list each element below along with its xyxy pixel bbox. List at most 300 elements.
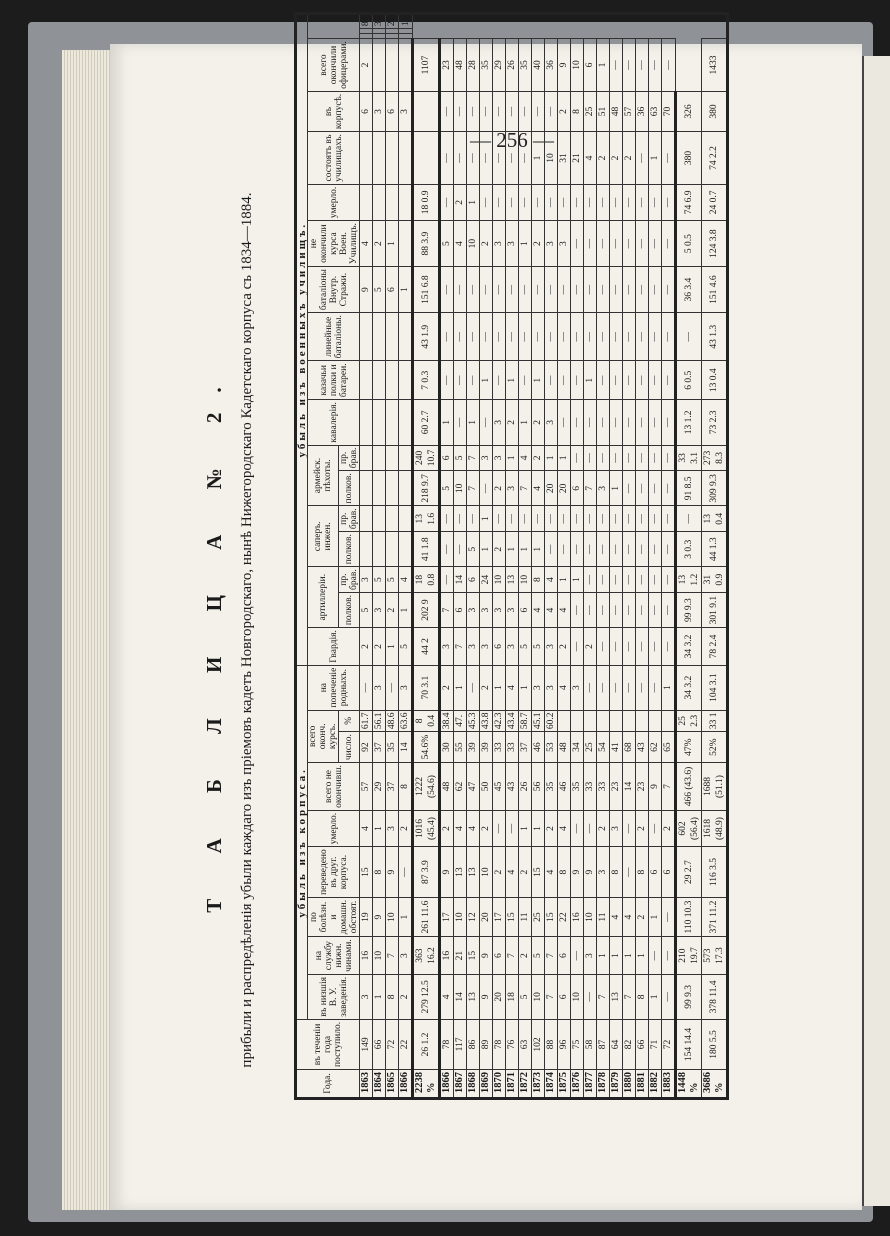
table-cell: 2 (480, 221, 493, 267)
table-cell: 13 0.4 (702, 506, 728, 532)
table-cell: 2 (558, 628, 571, 666)
header-corps-col: умерло. (308, 810, 360, 846)
table-cell: 3 (480, 592, 493, 627)
table-cell: 5 (532, 937, 545, 975)
table-cell: 61.7 (360, 710, 373, 732)
table-cell: — (584, 810, 597, 846)
row-label: 1882 (649, 1070, 662, 1099)
table-cell: 7 (506, 937, 519, 975)
table-cell: — (506, 313, 519, 361)
table-cell: 91 8.5 (676, 471, 702, 506)
table-row (558, 13, 571, 1098)
table-cell: 10 (519, 567, 532, 593)
table-cell: 23 (440, 39, 454, 92)
table-cell: 4 (584, 132, 597, 185)
row-label: 1879 (610, 1070, 623, 1099)
table-cell: 42.3 (493, 710, 506, 732)
row-label: 1864 (373, 1070, 386, 1099)
table-cell: 48 (440, 763, 454, 811)
table-cell: 3 (545, 628, 558, 666)
table-cell: 3 (467, 628, 480, 666)
table-cell: — (584, 506, 597, 532)
table-cell: 8 (399, 763, 413, 811)
table-cell: 21 (454, 937, 467, 975)
table-cell: 10 (480, 847, 493, 898)
table-cell: — (623, 445, 636, 471)
table-cell (399, 34, 413, 39)
table-cell: 6 (649, 847, 662, 898)
header-garrison: баталіоны Внутр. Стражи. (308, 267, 360, 313)
table-cell (373, 132, 386, 185)
table-cell: 1 (506, 361, 519, 400)
table-cell: 24 (480, 567, 493, 593)
table-cell: — (506, 810, 519, 846)
header-finished-count: число. (339, 732, 360, 763)
table-cell: — (636, 313, 649, 361)
table-cell: 3 (493, 445, 506, 471)
table-cell: 25 (584, 732, 597, 763)
table-cell: 11 (597, 897, 610, 936)
table-cell: 2 (584, 628, 597, 666)
table-cell (360, 34, 373, 39)
table-cell (399, 471, 413, 506)
table-cell: — (584, 567, 597, 593)
table-cell: 48 (610, 91, 623, 131)
header-artillery: артиллеріи. (308, 567, 339, 628)
table-cell: 5 (386, 567, 399, 593)
table-cell: 23 (610, 763, 623, 811)
table-cell: 48 (454, 39, 467, 92)
table-cell: — (558, 184, 571, 220)
table-cell: 1 (532, 361, 545, 400)
table-cell: 25 (584, 91, 597, 131)
table-cell: — (662, 471, 676, 506)
table-cell: 301 9.1 (702, 592, 728, 627)
table-cell: 15 (545, 897, 558, 936)
table-cell: — (597, 532, 610, 567)
table-cell: 326 (676, 91, 702, 131)
next-page-edge (862, 56, 890, 1206)
table-cell: 24 0.7 (702, 184, 728, 220)
table-cell: 20 (545, 471, 558, 506)
table-cell: 1 (532, 810, 545, 846)
table-cell: 4 (399, 567, 413, 593)
table-cell (386, 445, 399, 471)
table-cell: 3 (584, 937, 597, 975)
table-row (610, 13, 623, 1098)
row-label: 1867 (454, 1070, 467, 1099)
table-cell: 7 (584, 471, 597, 506)
table-cell (360, 445, 373, 471)
table-cell: — (662, 897, 676, 936)
table-cell: 87 (597, 1019, 610, 1069)
table-cell: — (649, 937, 662, 975)
table-cell: 6 (493, 628, 506, 666)
table-cell: 6 (386, 91, 399, 131)
row-label: 1448 % (676, 1070, 702, 1099)
table-cell: — (597, 628, 610, 666)
table-cell: 1 (454, 665, 467, 710)
table-cell: 466 (43.6) (676, 763, 702, 811)
table-cell: — (610, 221, 623, 267)
table-cell: 8 (373, 847, 386, 898)
table-cell: 43 1.3 (702, 313, 728, 361)
table-cell: 50 (480, 763, 493, 811)
table-cell: 1 (399, 592, 413, 627)
table-cell: — (584, 221, 597, 267)
table-cell: 2 (623, 132, 636, 185)
table-cell: — (558, 361, 571, 400)
table-cell: — (519, 361, 532, 400)
table-cell (360, 29, 373, 34)
table-cell: 1 (636, 937, 649, 975)
table-cell (571, 710, 584, 732)
table-cell: 6 (386, 267, 399, 313)
table-cell: — (610, 184, 623, 220)
data-table (294, 12, 729, 1100)
header-corps-col: въ низшія В. У. заведенія. (308, 974, 360, 1019)
table-cell: 8 0.4 (413, 710, 440, 732)
table-cell: 2 (440, 665, 454, 710)
table-cell: 3 (467, 592, 480, 627)
table-cell: — (571, 361, 584, 400)
table-row (545, 13, 558, 1098)
table-cell: — (584, 665, 597, 710)
table-cell: — (532, 506, 545, 532)
table-cell: 70 3.1 (413, 665, 440, 710)
table-cell: — (467, 361, 480, 400)
table-cell: 2 (399, 810, 413, 846)
table-cell: 4 (506, 665, 519, 710)
table-cell: 12 (467, 897, 480, 936)
table-cell: 29 2.7 (676, 847, 702, 898)
table-cell: — (440, 267, 454, 313)
table-cell: — (545, 184, 558, 220)
table-cell: 3 (493, 221, 506, 267)
table-cell: 14 (399, 732, 413, 763)
table-cell: — (662, 628, 676, 666)
table-cell (399, 132, 413, 185)
table-cell: 63.6 (399, 710, 413, 732)
table-cell: — (532, 91, 545, 131)
table-cell: — (545, 313, 558, 361)
table-cell: 3 (545, 665, 558, 710)
table-cell: 34 3.2 (676, 665, 702, 710)
table-cell (399, 445, 413, 471)
table-cell (386, 39, 399, 92)
table-cell: 218 9.7 (413, 471, 440, 506)
table-cell: — (676, 506, 702, 532)
table-cell: — (584, 974, 597, 1019)
table-cell: — (597, 221, 610, 267)
table-cell: 7 (662, 763, 676, 811)
table-cell: 16 (571, 897, 584, 936)
table-cell (360, 132, 373, 185)
table-cell: 261 11.6 (413, 897, 440, 936)
table-cell: — (467, 91, 480, 131)
table-cell: — (597, 506, 610, 532)
table-cell: 3 (610, 810, 623, 846)
table-cell: — (610, 506, 623, 532)
table-cell: 2 (399, 974, 413, 1019)
table-cell: 7 (467, 445, 480, 471)
table-cell: 56.1 (373, 710, 386, 732)
table-row (597, 13, 610, 1098)
table-cell: 78 2.4 (702, 628, 728, 666)
table-cell: 1618 (48.9) (702, 810, 728, 846)
table-cell: 43 (636, 732, 649, 763)
table-cell: 1 (558, 567, 571, 593)
table-cell: 4 (545, 592, 558, 627)
table-cell: — (558, 532, 571, 567)
table-cell: 4 (454, 221, 467, 267)
table-cell: 1 (399, 267, 413, 313)
table-cell: — (519, 184, 532, 220)
table-cell (360, 471, 373, 506)
table-cell: 2 (493, 532, 506, 567)
table-cell: 2 (545, 810, 558, 846)
table-cell: 1 (545, 445, 558, 471)
table-cell: 58.7 (519, 710, 532, 732)
row-label: 1874 (545, 1070, 558, 1099)
table-cell: — (571, 221, 584, 267)
table-cell: — (636, 267, 649, 313)
table-cell: 11 (399, 13, 413, 29)
table-cell: — (636, 506, 649, 532)
table-cell: 33 (597, 763, 610, 811)
table-cell: 6 (558, 974, 571, 1019)
table-cell: — (584, 592, 597, 627)
table-cell: 363 16.2 (413, 937, 440, 975)
table-cell: 3 (532, 665, 545, 710)
table-cell (360, 313, 373, 361)
table-cell: 1 (597, 39, 610, 92)
table-cell: 30 (440, 732, 454, 763)
table-cell: 2 (440, 810, 454, 846)
table-cell (399, 400, 413, 445)
table-cell: — (662, 361, 676, 400)
table-row (506, 13, 519, 1098)
table-cell: 7 (440, 592, 454, 627)
table-row (360, 13, 373, 1098)
table-cell: 1016 (45.4) (413, 810, 440, 846)
table-cell (413, 132, 440, 185)
table-cell: — (480, 313, 493, 361)
table-cell: 1 (649, 897, 662, 936)
table-row (386, 13, 399, 1098)
table-cell: 55 (454, 732, 467, 763)
table-cell: 4 (467, 810, 480, 846)
table-cell: 151 6.8 (413, 267, 440, 313)
table-cell: 25 2.3 (676, 710, 702, 732)
table-cell: — (493, 810, 506, 846)
table-cell: 573 17.3 (702, 937, 728, 975)
table-cell: — (662, 184, 676, 220)
header-sub: пр. брав. (339, 445, 360, 471)
table-cell: 51 (597, 91, 610, 131)
table-row (440, 13, 454, 1098)
header-sub: полков. (339, 592, 360, 627)
table-cell: — (506, 506, 519, 532)
table-cell: — (493, 267, 506, 313)
table-cell: 20 (558, 471, 571, 506)
table-cell: 1 (373, 974, 386, 1019)
table-cell: 6 (493, 937, 506, 975)
table-row (623, 13, 636, 1098)
table-cell: 2 (662, 810, 676, 846)
header-year: Года. (296, 1070, 360, 1099)
table-cell: — (623, 810, 636, 846)
table-cell: — (519, 91, 532, 131)
table-cell (584, 710, 597, 732)
table-cell: 7 (467, 471, 480, 506)
table-cell: 1 (519, 665, 532, 710)
table-cell: 14 (454, 567, 467, 593)
table-cell: 1 (519, 221, 532, 267)
table-cell: 57 (623, 91, 636, 131)
header-sub: пр. брав. (339, 506, 360, 532)
table-cell: 86 (467, 1019, 480, 1069)
table-cell: — (558, 506, 571, 532)
table-cell: 35 (545, 763, 558, 811)
table-cell: 3 (597, 847, 610, 898)
table-cell: 2 (597, 810, 610, 846)
table-cell: — (662, 313, 676, 361)
table-cell: 76 (506, 1019, 519, 1069)
table-cell: 35 (480, 39, 493, 92)
row-label: 1876 (571, 1070, 584, 1099)
table-cell: — (558, 313, 571, 361)
table-cell (386, 132, 399, 185)
table-cell: 52% (702, 732, 728, 763)
table-cell: — (636, 400, 649, 445)
table-cell: 63 (649, 91, 662, 131)
table-cell: 1 (610, 471, 623, 506)
table-cell: 13 1.6 (413, 506, 440, 532)
table-cell: 71 (649, 1019, 662, 1069)
table-cell: — (623, 665, 636, 710)
table-cell: — (480, 132, 493, 185)
table-cell: — (506, 132, 519, 185)
table-cell: 13 (467, 847, 480, 898)
table-cell: — (493, 361, 506, 400)
table-cell: 1 (493, 665, 506, 710)
table-cell: — (623, 39, 636, 92)
table-cell: — (519, 132, 532, 185)
table-cell: 23 (636, 763, 649, 811)
table-cell: — (571, 267, 584, 313)
table-cell: 28 (467, 39, 480, 92)
header-sub: полков. (339, 471, 360, 506)
table-cell: 116 3.5 (702, 847, 728, 898)
table-cell: — (440, 132, 454, 185)
table-cell: — (584, 184, 597, 220)
table-cell: 3 (597, 471, 610, 506)
table-cell: — (506, 184, 519, 220)
table-cell: 5 (532, 628, 545, 666)
table-cell (373, 506, 386, 532)
table-cell: — (610, 592, 623, 627)
table-cell: 380 (702, 91, 728, 131)
table-cell: 43 (506, 763, 519, 811)
header-corps-col: на службу нижн. чинами. (308, 937, 360, 975)
table-cell (623, 710, 636, 732)
table-cell: 1 (623, 937, 636, 975)
table-cell: 37 (386, 763, 399, 811)
table-cell: 1 (467, 184, 480, 220)
table-cell: 9 (584, 847, 597, 898)
table-cell: 16 (360, 937, 373, 975)
table-cell: 10 (454, 897, 467, 936)
table-cell (386, 471, 399, 506)
table-cell: 6 (440, 445, 454, 471)
table-cell: 2 (506, 400, 519, 445)
table-cell: — (649, 313, 662, 361)
table-cell: — (440, 184, 454, 220)
table-cell (399, 506, 413, 532)
table-cell: — (480, 400, 493, 445)
table-cell: — (636, 39, 649, 92)
table-cell: 96 (558, 1019, 571, 1069)
table-cell: 45 (493, 763, 506, 811)
table-cell: 371 11.2 (702, 897, 728, 936)
table-cell: 10 (532, 974, 545, 1019)
header-died: умерло. (308, 184, 360, 220)
table-cell: 13 1.2 (676, 400, 702, 445)
table-cell (597, 710, 610, 732)
table-cell: 10 (571, 39, 584, 92)
table-cell: 3 0.3 (676, 532, 702, 567)
table-cell: — (636, 592, 649, 627)
table-cell: 3 (493, 400, 506, 445)
table-cell: — (649, 400, 662, 445)
table-cell: 75 (571, 1019, 584, 1069)
table-cell: 6 (662, 847, 676, 898)
table-cell: 9 (373, 897, 386, 936)
table-cell: — (636, 361, 649, 400)
table-cell: — (662, 400, 676, 445)
table-cell (373, 532, 386, 567)
table-cell: 62 (454, 763, 467, 811)
table-cell: 72 (662, 1019, 676, 1069)
row-label: 1868 (467, 1070, 480, 1099)
table-cell: — (584, 445, 597, 471)
table-cell: 78 (493, 1019, 506, 1069)
table-cell: — (676, 313, 702, 361)
table-cell: 2 (493, 847, 506, 898)
table-cell: 104 3.1 (702, 665, 728, 710)
row-label: 1869 (480, 1070, 493, 1099)
table-cell: 58 (584, 1019, 597, 1069)
table-cell: 5 (454, 445, 467, 471)
table-cell: — (649, 221, 662, 267)
table-cell: 3 (506, 592, 519, 627)
table-cell: 34 3.2 (676, 628, 702, 666)
table-cell: — (649, 361, 662, 400)
table-cell: 1 (480, 361, 493, 400)
table-cell: 46 (558, 763, 571, 811)
table-cell: 8 (571, 91, 584, 131)
table-cell: 20 (493, 974, 506, 1019)
table-cell: — (662, 445, 676, 471)
row-label: 1873 (532, 1070, 545, 1099)
table-cell: 378 11.4 (702, 974, 728, 1019)
table-cell: 240 10.7 (413, 445, 440, 471)
table-cell: 4 (532, 592, 545, 627)
table-cell: — (440, 532, 454, 567)
table-cell: — (440, 506, 454, 532)
table-cell: — (584, 532, 597, 567)
